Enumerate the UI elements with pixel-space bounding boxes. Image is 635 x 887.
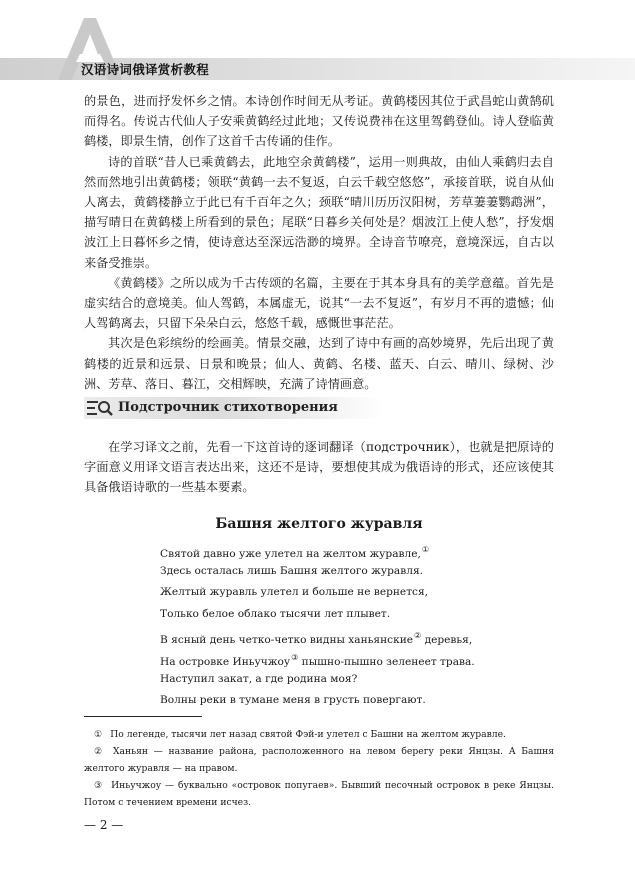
- list-search-icon: [86, 398, 114, 418]
- footnote: [84, 726, 554, 743]
- section-title: Подстрочник стихотворения: [118, 400, 338, 415]
- poem-title: Башня желтого журавля: [215, 516, 423, 532]
- footnote-marker[interactable]: ③: [291, 652, 299, 662]
- body-text: [84, 91, 554, 394]
- poem-line: [160, 561, 560, 583]
- poem-line-text: пышно-пышно зеленеет трава.: [298, 655, 475, 668]
- footnote-marker[interactable]: ②: [414, 631, 422, 641]
- paragraph: 其次是色彩缤纷的绘画美。情景交融，达到了诗中有画的高妙境界，先后出现了黄鹤楼的近景和远景、日景和晚景；仙人、黄鹤、名楼、蓝天、白云、晴川、绿树、沙洲、芳草、落日、暮江，交相辉映，充满了诗情画意。: [84, 336, 554, 391]
- poem-line-text: Святой давно уже улетел на желтом журавле,: [160, 548, 421, 560]
- poem-line: [160, 647, 560, 669]
- poem-line-text: Наступил закат, а где родина моя?: [160, 672, 358, 685]
- paragraph: 《黄鹤楼》之所以成为千古传颂的名篇，主要在于其本身具有的美学意蕴。首先是虚实结合的意境美。仙人驾鹤，本属虚无，说其“一去不复返”，有岁月不再的遗憾；仙人驾鹤离去，只留下朵朵白云，悠悠千载，感慨世事茫茫。: [84, 275, 554, 331]
- book-title: 汉语诗词俄译赏析教程: [81, 62, 210, 77]
- poem-line-text: Только белое облако тысячи лет плывет.: [160, 607, 391, 620]
- paragraph: 在学习译文之前，先看一下这首诗的逐词翻译（подстрочник），也就是把原诗的字面意义用译文语言表达出来，这还不是诗，要想使其成为俄语诗的形式，还应该使其具备俄语诗歌的一些基本要素。: [84, 440, 554, 495]
- paragraph: 诗的首联“昔人已乘黄鹤去，此地空余黄鹤楼”，运用一则典故，由仙人乘鹤归去自然而然地引出黄鹤楼；领联“黄鹤一去不复返，白云千载空悠悠”，承接首联，说自从仙人离去，黄鹤楼静立于此已有千百年之久；颈联“晴川历历汉阳树，芳草萋萋鹦鹉洲”，描写晴日在黄鹤楼上所看到的景色；尾联“日暮乡关何处是？烟波江上使人愁”，抒发烟波江上日暮怀乡之情，使诗意达至深远浩渺的境界。全诗音节嘹亮，意境深远，自古以来备受推崇。: [84, 154, 554, 270]
- footnote-marker[interactable]: ①: [421, 545, 430, 554]
- poem-line: [160, 604, 560, 626]
- footnote: [84, 743, 554, 777]
- poem-line: [160, 669, 560, 691]
- poem-line-text: Желтый журавль улетел и больше не вернется,: [160, 586, 429, 599]
- footnote-text: Иньучжоу — буквально «островок попугаев». Бывший песочный островок в реке Янцзы. Потом с течением времени исчез.: [84, 780, 554, 808]
- poem-line-text: Волны реки в тумане меня в грусть повергают.: [160, 694, 426, 707]
- poem-line-text: На островке Иньучжоу: [160, 655, 291, 668]
- footnote-divider: [84, 716, 202, 717]
- footnote-number: ①: [94, 729, 103, 740]
- poem-line: [160, 625, 560, 647]
- section-heading: [84, 395, 384, 421]
- poem: [160, 539, 560, 712]
- poem-line: [160, 539, 560, 561]
- footnote-text: По легенде, тысячи лет назад святой Фэй-и улетел с Башни на желтом журавле.: [110, 729, 506, 740]
- footnote-number: ②: [94, 746, 105, 757]
- footnote: [84, 777, 554, 811]
- poem-line: [160, 582, 560, 604]
- poem-line-text: Здесь осталась лишь Башня желтого журавля.: [160, 564, 423, 577]
- footnote-number: ③: [94, 780, 104, 791]
- footnotes: [84, 726, 554, 811]
- poem-line-text: деревья,: [421, 634, 473, 647]
- poem-line-text: В ясный день четко-четко видны ханьянские: [160, 634, 414, 647]
- page-number: — 2 —: [84, 818, 124, 832]
- poem-line: [160, 690, 560, 712]
- paragraph: 的景色，进而抒发怀乡之情。本诗创作时间无从考证。黄鹤楼因其位于武昌蛇山黄鹄矶而得名。传说古代仙人子安乘黄鹤经过此地；又传说费祎在这里驾鹤登仙。诗人登临黄鹤楼，即景生情，创作了这首千古传诵的佳作。: [84, 94, 554, 149]
- page-header: [0, 0, 635, 90]
- intro-text: [84, 437, 554, 498]
- footnote-text: Ханьян — название района, расположенного на левом берегу реки Янцзы. А Башня желтого журавля — на правом.: [84, 746, 554, 774]
